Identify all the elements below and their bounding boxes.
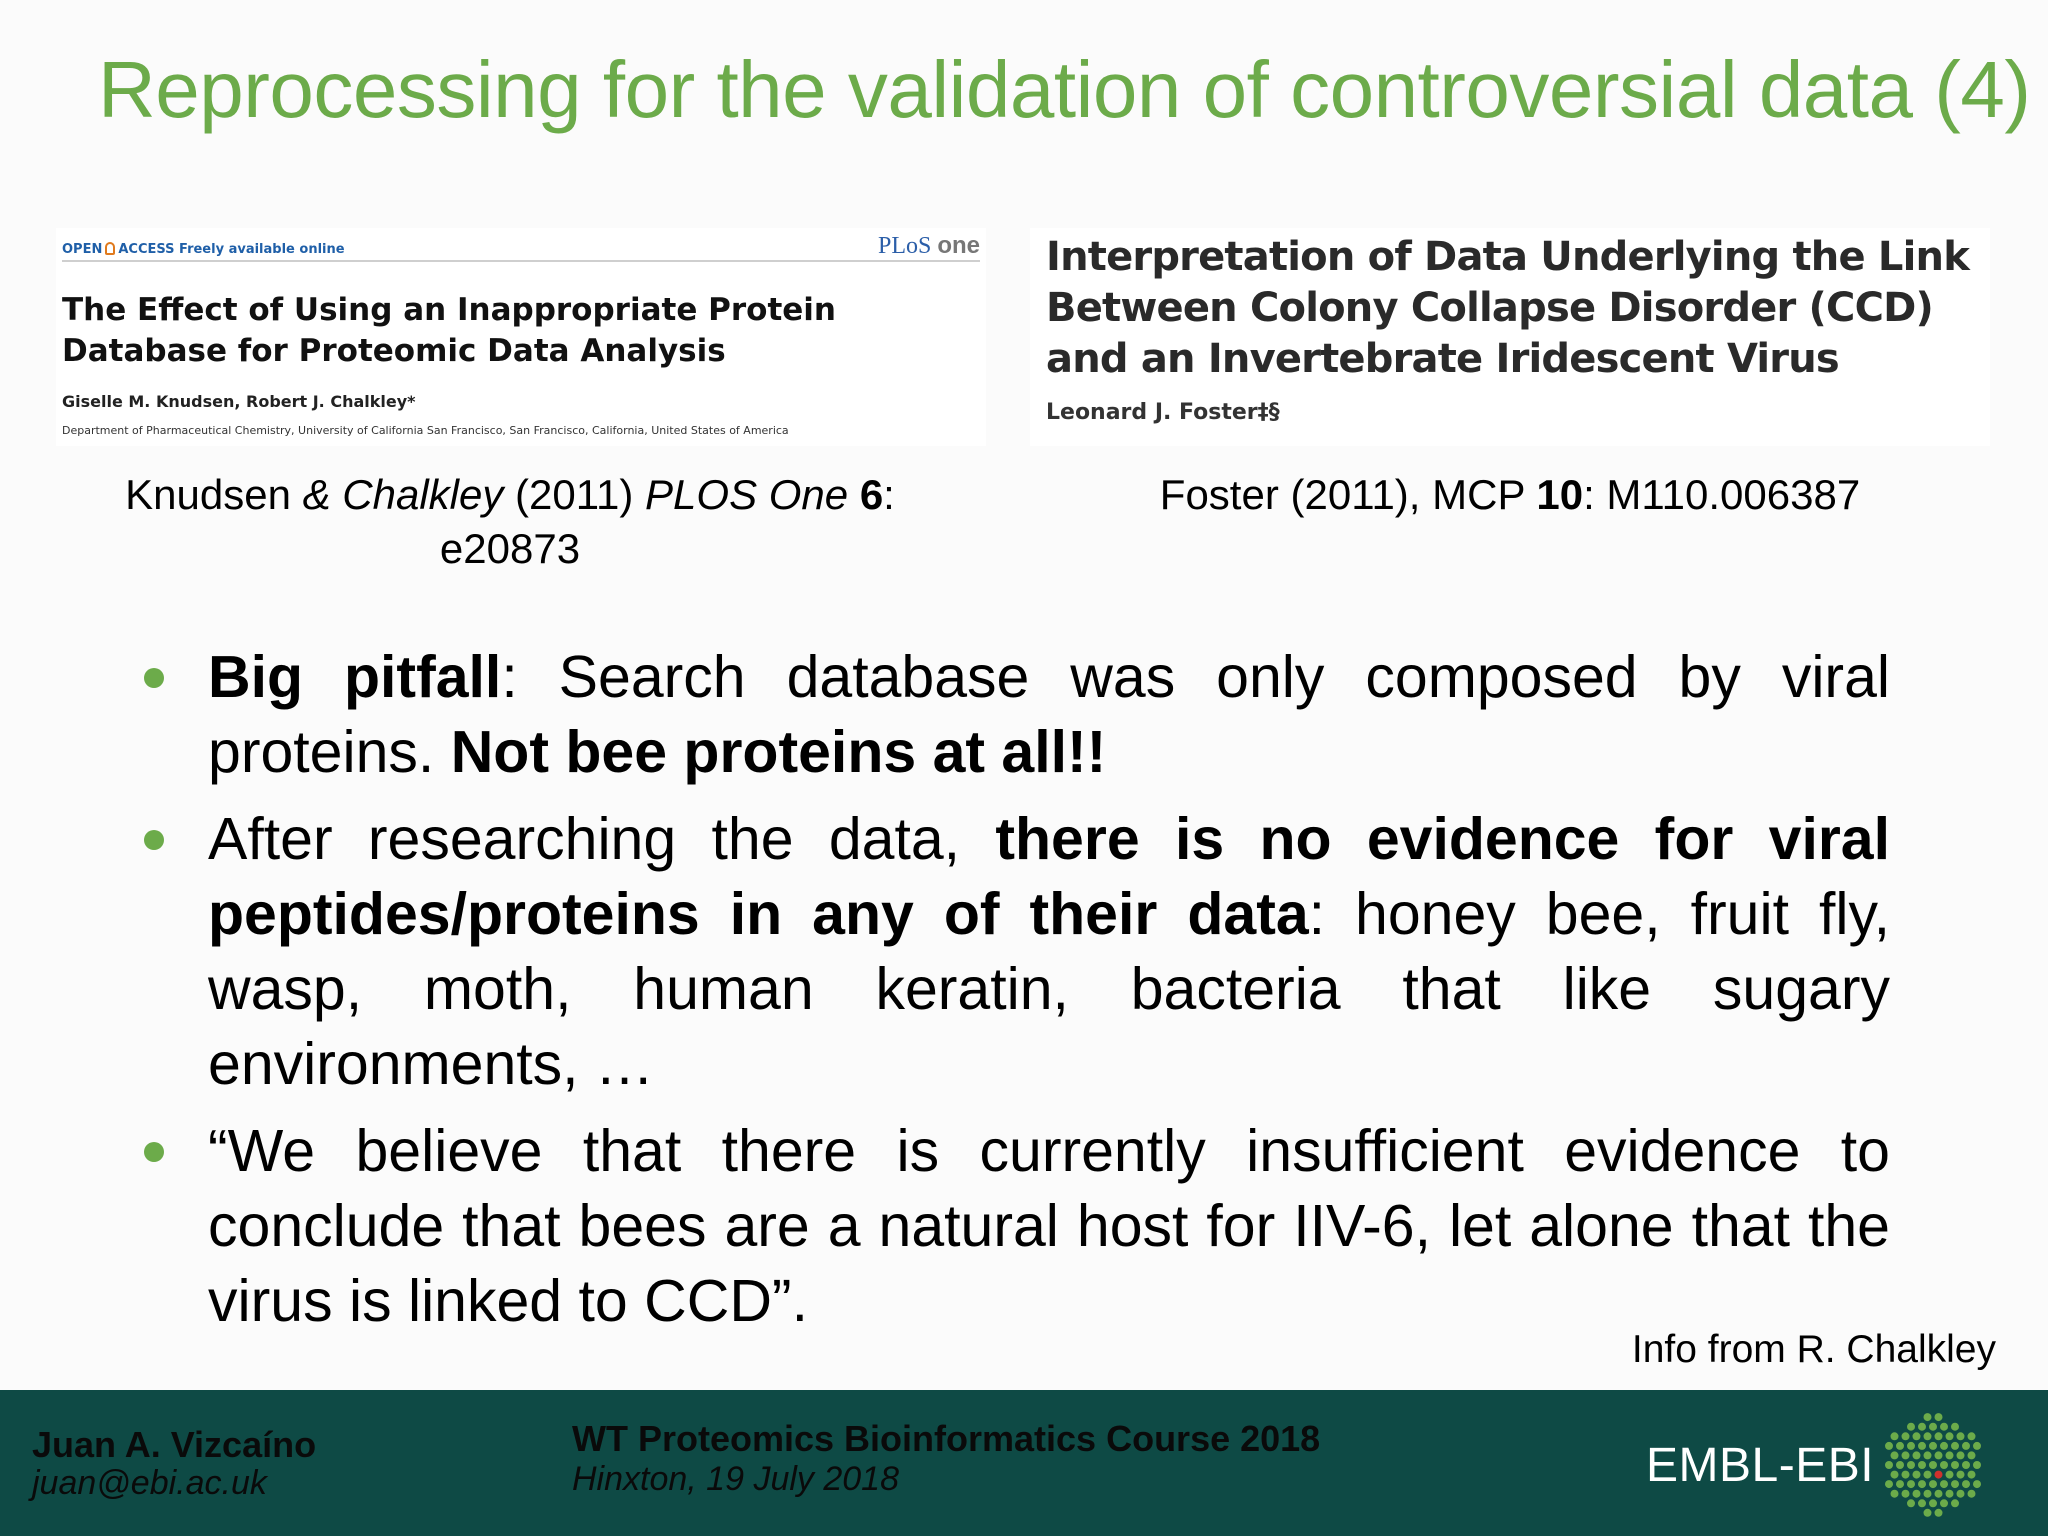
logo-dot	[1924, 1490, 1932, 1498]
logo-dot	[1940, 1442, 1948, 1450]
logo-dot	[1968, 1451, 1976, 1459]
info-source-note: Info from R. Chalkley	[1631, 1328, 1996, 1371]
citation-right-article: : M110.006387	[1583, 471, 1861, 518]
citation-left-space	[848, 471, 860, 518]
paper-right-author: Leonard J. Foster‡§	[1046, 400, 1280, 425]
paper-left-title: The Effect of Using an Inappropriate Protein Database for Proteomic Data Analysis	[62, 292, 836, 369]
logo-dot	[1891, 1432, 1899, 1440]
open-access-tag	[62, 242, 345, 257]
logo-dot	[1907, 1480, 1915, 1488]
logo-dot	[1896, 1442, 1904, 1450]
logo-dot	[1951, 1480, 1959, 1488]
bullet-2-text-lead: After researching the data,	[208, 806, 996, 872]
logo-dot	[1951, 1442, 1959, 1450]
citation-right-volume: 10	[1536, 471, 1584, 518]
logo-dot	[1913, 1490, 1921, 1498]
logo-dot	[1951, 1423, 1959, 1431]
course-place-date: Hinxton, 19 July 2018	[572, 1460, 899, 1498]
citation-left-coauthor: & Chalkley	[302, 471, 504, 518]
bullet-1-bold-end: Not bee proteins at all!!	[450, 719, 1107, 785]
logo-dot	[1929, 1461, 1937, 1469]
logo-dot	[1962, 1442, 1970, 1450]
logo-dot	[1907, 1499, 1915, 1507]
logo-dot	[1973, 1461, 1981, 1469]
logo-dot	[1946, 1471, 1954, 1479]
logo-dot-red	[1935, 1471, 1943, 1479]
logo-dot	[1907, 1423, 1915, 1431]
logo-dot	[1968, 1471, 1976, 1479]
logo-dot	[1935, 1432, 1943, 1440]
paper-left-affiliation: Department of Pharmaceutical Chemistry, University of California San Francisco, San Francisco, California, United States of America	[62, 424, 789, 437]
bullet-dot-icon	[144, 1142, 164, 1162]
logo-dot	[1968, 1432, 1976, 1440]
open-access-label: OPEN	[62, 242, 103, 257]
logo-dot	[1902, 1471, 1910, 1479]
logo-dot	[1907, 1442, 1915, 1450]
logo-dot	[1907, 1461, 1915, 1469]
logo-dot	[1957, 1451, 1965, 1459]
citation-right-author: Foster (2011), MCP	[1159, 471, 1537, 518]
logo-dot	[1940, 1499, 1948, 1507]
logo-dot	[1929, 1442, 1937, 1450]
logo-dot	[1924, 1471, 1932, 1479]
logo-dot	[1885, 1461, 1893, 1469]
plos-logo-text: PLoS	[877, 233, 932, 259]
bullet-2-text-end: : honey bee, fruit fly, wasp, moth, human keratin, bacteria that like sugary environments, …	[208, 881, 1890, 1097]
presenter-email: juan@ebi.ac.uk	[32, 1464, 267, 1502]
bullet-dot-icon	[144, 830, 164, 850]
logo-dot	[1946, 1432, 1954, 1440]
paper-left-authors: Giselle M. Knudsen, Robert J. Chalkley*	[62, 392, 416, 411]
logo-dot	[1973, 1442, 1981, 1450]
logo-dot	[1902, 1490, 1910, 1498]
logo-dot	[1913, 1471, 1921, 1479]
logo-dot	[1891, 1451, 1899, 1459]
bullet-item-2	[140, 802, 1890, 1102]
logo-dot	[1951, 1499, 1959, 1507]
logo-dot	[1957, 1490, 1965, 1498]
citation-left-article: : e20873	[439, 471, 895, 572]
logo-dot	[1929, 1480, 1937, 1488]
access-label: ACCESS Freely available online	[118, 242, 345, 257]
one-logo-text: one	[937, 232, 980, 259]
logo-dot	[1918, 1423, 1926, 1431]
logo-dot	[1962, 1480, 1970, 1488]
logo-dot	[1929, 1499, 1937, 1507]
logo-dot	[1896, 1461, 1904, 1469]
logo-dot	[1968, 1490, 1976, 1498]
logo-dot	[1946, 1490, 1954, 1498]
logo-dot	[1935, 1451, 1943, 1459]
footer	[0, 1390, 2048, 1536]
paper-right-title: Interpretation of Data Underlying the Link Between Colony Collapse Disorder (CCD) and an Invertebrate Iridescent Virus	[1046, 234, 1970, 382]
logo-dot	[1918, 1442, 1926, 1450]
logo-dot	[1891, 1471, 1899, 1479]
citation-left	[70, 468, 950, 576]
logo-dot	[1924, 1432, 1932, 1440]
open-access-lock-icon	[105, 242, 115, 255]
logo-dot	[1913, 1451, 1921, 1459]
bullet-dot-icon	[144, 668, 164, 688]
bullet-list	[140, 640, 1890, 1351]
logo-dot	[1885, 1442, 1893, 1450]
citation-left-volume: 6	[859, 471, 884, 518]
paper-left-clipping	[56, 228, 986, 446]
logo-dot	[1935, 1413, 1943, 1421]
logo-dot	[1957, 1432, 1965, 1440]
bullet-3-quote: “We believe that there is currently insufficient evidence to conclude that bees are a natural host for IIV-6, let alone that the virus is linked to CCD”.	[208, 1118, 1890, 1334]
course-title: WT Proteomics Bioinformatics Course 2018	[572, 1418, 1321, 1459]
bullet-1-text: : Search database was only composed by viral proteins.	[208, 644, 1890, 785]
logo-dot	[1957, 1471, 1965, 1479]
logo-dot	[1935, 1509, 1943, 1517]
logo-dot	[1924, 1451, 1932, 1459]
bullet-item-1	[140, 640, 1890, 790]
logo-dot	[1940, 1423, 1948, 1431]
logo-dot	[1940, 1461, 1948, 1469]
citation-left-author: Knudsen	[125, 471, 303, 518]
embl-ebi-logo-text: EMBL-EBI	[1646, 1439, 1875, 1492]
logo-dot	[1951, 1461, 1959, 1469]
slide-title: Reprocessing for the validation of controversial data (4)	[98, 45, 2031, 134]
logo-dot	[1918, 1499, 1926, 1507]
logo-dot	[1885, 1480, 1893, 1488]
citation-left-year: (2011)	[503, 471, 646, 518]
embl-ebi-logo-icon	[1878, 1410, 1988, 1520]
plos-one-logo	[878, 232, 980, 260]
logo-dot	[1891, 1490, 1899, 1498]
bullet-2-bold: there is no evidence for viral peptides/proteins in any of their data	[208, 806, 1891, 947]
citation-left-journal: PLOS One	[645, 471, 849, 518]
bullet-item-3	[140, 1114, 1890, 1339]
citation-right	[1060, 468, 1960, 522]
presenter-name: Juan A. Vizcaíno	[32, 1424, 317, 1465]
logo-dot	[1973, 1480, 1981, 1488]
logo-dot	[1924, 1413, 1932, 1421]
logo-dot	[1962, 1461, 1970, 1469]
logo-dot	[1940, 1480, 1948, 1488]
logo-dot	[1902, 1451, 1910, 1459]
logo-dot	[1896, 1480, 1904, 1488]
logo-dot	[1929, 1423, 1937, 1431]
paper-left-header	[62, 232, 980, 262]
logo-dot	[1935, 1490, 1943, 1498]
logo-dot	[1946, 1451, 1954, 1459]
logo-dot	[1924, 1509, 1932, 1517]
bullet-1-bold-lead: Big pitfall	[208, 644, 502, 710]
logo-dot	[1918, 1461, 1926, 1469]
logo-dot	[1913, 1432, 1921, 1440]
logo-dot	[1902, 1432, 1910, 1440]
paper-right-clipping	[1030, 228, 1990, 446]
logo-dot	[1918, 1480, 1926, 1488]
